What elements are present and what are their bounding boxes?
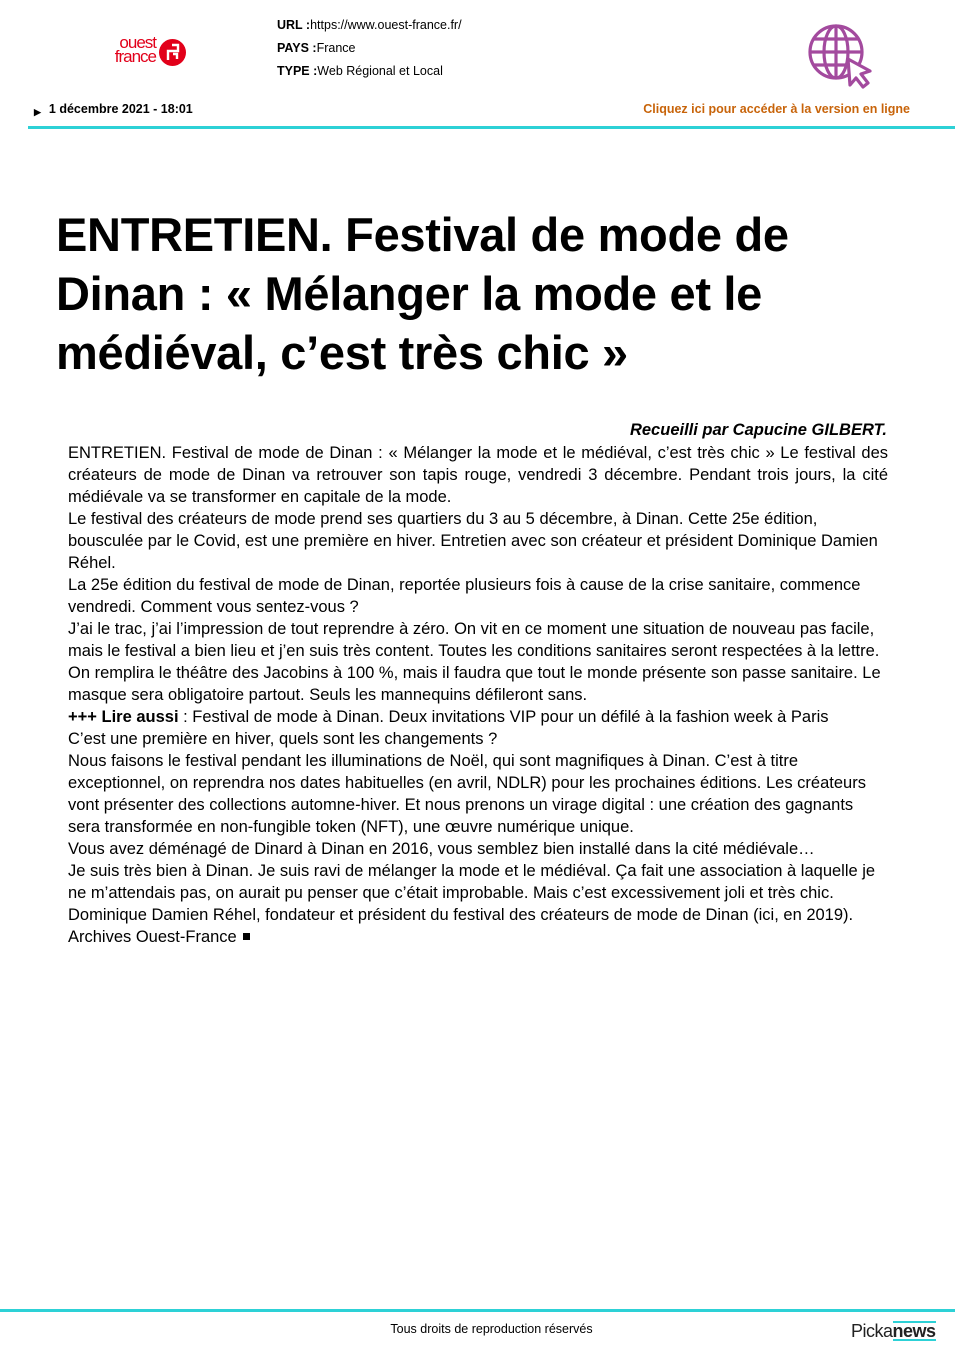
article-title: ENTRETIEN. Festival de mode de Dinan : « Mélanger la mode et le médiéval, c’est très chic » bbox=[56, 208, 789, 379]
paragraph: ENTRETIEN. Festival de mode de Dinan : « Mélanger la mode et le médiéval, c’est très chic » Le festival des créateurs de mode de Dinan va retrouver son tapis rouge, vendredi 3 décembre. Pendant trois jours, la cité médiévale va se transformer en capitale de la mode. bbox=[68, 444, 888, 506]
photo-credit-paragraph bbox=[68, 926, 888, 948]
meta-type-label: TYPE : bbox=[277, 64, 318, 78]
pickanews-logo-part2: news bbox=[892, 1321, 936, 1341]
meta-type bbox=[277, 60, 462, 83]
online-version-link[interactable]: Cliquez ici pour accéder à la version en ligne bbox=[643, 102, 910, 116]
footer-divider bbox=[0, 1309, 955, 1312]
publication-date bbox=[34, 102, 193, 116]
paragraph: Dominique Damien Réhel, fondateur et président du festival des créateurs de mode de Dinan (ici, en 2019). bbox=[68, 906, 854, 924]
ouest-france-logo bbox=[94, 33, 194, 72]
date-text: 1 décembre 2021 - 18:01 bbox=[48, 102, 193, 116]
meta-url-value: https://www.ouest-france.fr/ bbox=[310, 18, 462, 32]
article-body bbox=[68, 442, 888, 948]
photo-credit: Archives Ouest-France bbox=[68, 928, 237, 946]
logo-line-2: france bbox=[114, 47, 156, 66]
header-divider bbox=[28, 126, 955, 129]
triangle-bullet-icon: ▶ bbox=[34, 107, 41, 117]
read-also-label[interactable]: +++ Lire aussi bbox=[68, 708, 179, 726]
pickanews-logo-part1: Picka bbox=[851, 1321, 893, 1341]
meta-url-label: URL : bbox=[277, 18, 311, 32]
logo-line-1: ouest bbox=[119, 33, 156, 52]
copyright-notice: Tous droits de reproduction réservés bbox=[390, 1322, 593, 1336]
meta-country-label: PAYS : bbox=[277, 41, 317, 55]
meta-url bbox=[277, 14, 462, 37]
end-of-article-icon bbox=[243, 933, 250, 940]
meta-country-value: France bbox=[316, 41, 356, 55]
paragraph: Je suis très bien à Dinan. Je suis ravi de mélanger la mode et le médiéval. Ça fait une association à laquelle je ne m’attendais pas, on aurait pu penser que c’était improbable. Mais c’est excessivement joli et très chic. bbox=[68, 862, 876, 902]
source-metadata bbox=[277, 14, 462, 83]
paragraph: Vous avez déménagé de Dinard à Dinan en 2016, vous semblez bien installé dans la cité médiévale… bbox=[68, 840, 815, 858]
byline: Recueilli par Capucine GILBERT. bbox=[629, 421, 887, 439]
globe-cursor-icon[interactable] bbox=[806, 22, 874, 90]
paragraph: La 25e édition du festival de mode de Dinan, reportée plusieurs fois à cause de la crise sanitaire, commence vendredi. Comment vous sentez-vous ? bbox=[68, 576, 861, 616]
meta-type-value: Web Régional et Local bbox=[317, 64, 443, 78]
read-also-paragraph bbox=[68, 706, 888, 728]
logo-wordmark bbox=[94, 33, 156, 66]
meta-country bbox=[277, 37, 462, 60]
logo-circle-icon bbox=[159, 39, 186, 66]
paragraph: Nous faisons le festival pendant les illuminations de Noël, qui sont magnifiques à Dinan. C’est à titre exceptionnel, on reprendra nos dates habituelles (en avril, NDLR) pour les prochaines éditions. Les créateurs vont présenter des collections automne-hiver. Et nous prenons un virage digital : une création des gagnants sera transformée en non-fungible token (NFT), une œuvre numérique unique. bbox=[68, 752, 866, 836]
read-also-text[interactable]: : Festival de mode à Dinan. Deux invitations VIP pour un défilé à la fashion week à Paris bbox=[178, 708, 829, 726]
pickanews-logo bbox=[851, 1321, 936, 1342]
paragraph: C’est une première en hiver, quels sont les changements ? bbox=[68, 730, 498, 748]
paragraph: J’ai le trac, j’ai l’impression de tout reprendre à zéro. On vit en ce moment une situation de nouveau pas facile, mais le festival a bien lieu et j’en suis très content. Toutes les conditions sanitaires seront respectées à la lettre. On remplira le théâtre des Jacobins à 100 %, mais il faudra que tout le monde présente son passe sanitaire. Le masque sera obligatoire partout. Seuls les mannequins défileront sans. bbox=[68, 620, 881, 704]
paragraph: Le festival des créateurs de mode prend ses quartiers du 3 au 5 décembre, à Dinan. Cette 25e édition, bousculée par le Covid, est une première en hiver. Entretien avec son créateur et président Dominique Damien Réhel. bbox=[68, 510, 878, 572]
